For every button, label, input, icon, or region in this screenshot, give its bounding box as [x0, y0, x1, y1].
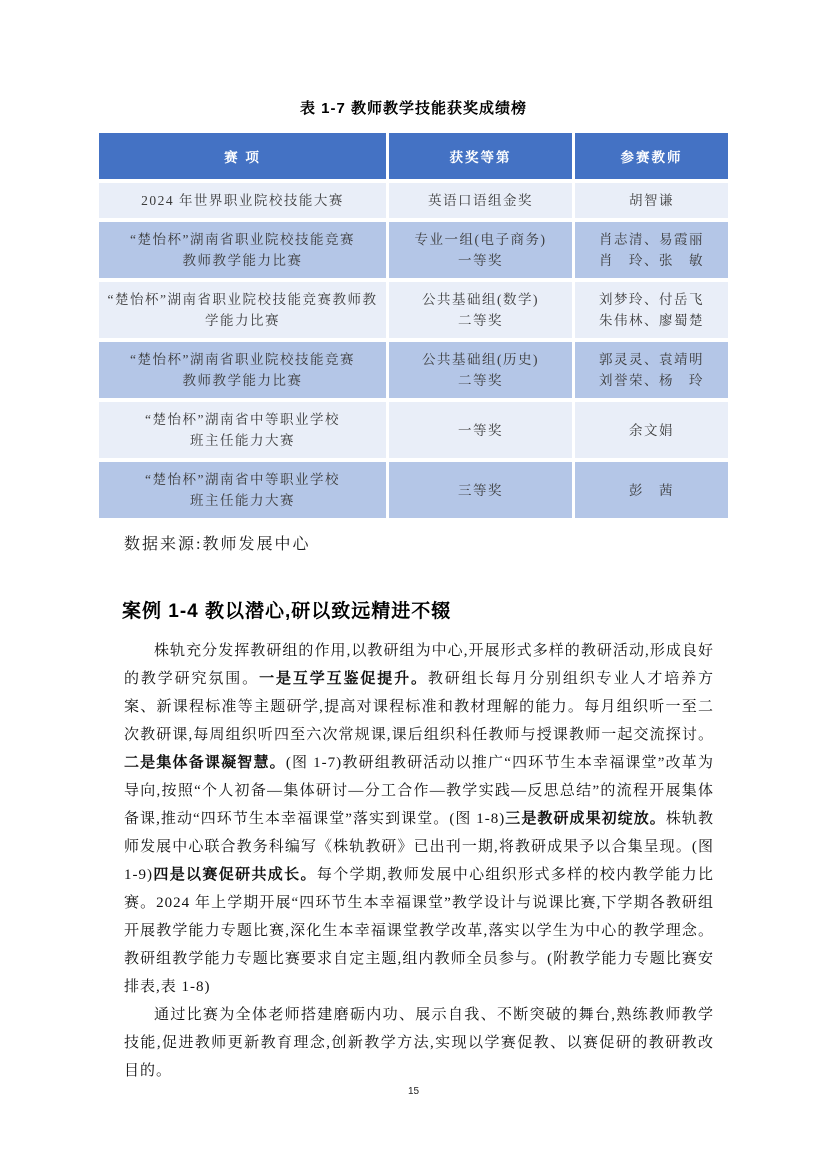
cell-line: 英语口语组金奖 [428, 193, 533, 208]
cell-line: 班主任能力大赛 [190, 493, 295, 508]
cell-line: “楚怡杯”湖南省职业院校技能竞赛 [130, 232, 355, 247]
cell-line: “楚怡杯”湖南省中等职业学校 [145, 472, 340, 487]
cell-line: 教师教学能力比赛 [182, 253, 303, 268]
table-row [99, 402, 728, 458]
cell-line: “楚怡杯”湖南省中等职业学校 [145, 412, 340, 427]
page-number: 15 [407, 1086, 420, 1097]
teachers-cell [575, 402, 728, 458]
table-row [99, 462, 728, 518]
awards-table-head [99, 133, 728, 179]
cell-line: 朱伟林、廖蜀楚 [599, 313, 704, 328]
data-source-note: 数据来源:教师发展中心 [124, 536, 311, 553]
cell-line: 公共基础组(历史) [422, 352, 539, 367]
text-run: 通过比赛为全体老师搭建磨砺内功、展示自我、不断突破的舞台,熟练教师教学技能,促进教师更新教育理念,创新教学方法,实现以学赛促教、以赛促研的教研教改目的。 [124, 1007, 714, 1079]
body-paragraphs [124, 637, 714, 1085]
table-row [99, 342, 728, 398]
award-cell [389, 462, 572, 518]
competition-cell [99, 222, 386, 278]
cell-line: 教师教学能力比赛 [182, 373, 303, 388]
cell-line: 班主任能力大赛 [190, 433, 295, 448]
teachers-cell [575, 222, 728, 278]
competition-cell [99, 462, 386, 518]
bold-text-run: 二是集体备课凝智慧。 [124, 755, 286, 771]
cell-line: 肖 玲、张 敏 [599, 253, 704, 268]
cell-line: 二等奖 [458, 313, 503, 328]
cell-line: 一等奖 [458, 253, 503, 268]
award-cell [389, 183, 572, 218]
cell-line: 学能力比赛 [205, 313, 280, 328]
competition-cell [99, 183, 386, 218]
cell-line: 2024 年世界职业院校技能大赛 [141, 193, 344, 208]
awards-header-row [99, 133, 728, 179]
text-run: 株轨教师发展中心联合教务科编写《株轨教研》已出刊一期,将教研成果予以合集呈现。(图 1-9) [124, 811, 714, 883]
text-run: (图 1-7)教研组教研活动以推广“四环节生本幸福课堂”改革为导向,按照“个人初备—集体研讨—分工合作—教学实践—反思总结”的流程开展集体备课,推动“四环节生本幸福课堂”落实到课堂。(图 1-8) [124, 755, 714, 827]
competition-cell [99, 342, 386, 398]
column-header: 赛 项 [99, 133, 386, 179]
cell-line: 公共基础组(数学) [422, 292, 539, 307]
cell-line: 二等奖 [458, 373, 503, 388]
award-cell [389, 282, 572, 338]
cell-line: 三等奖 [458, 482, 503, 498]
column-header: 参赛教师 [575, 133, 728, 179]
cell-line: 肖志清、易霞丽 [599, 232, 704, 247]
section-heading: 案例 1-4 教以潜心,研以致远精进不辍 [122, 601, 452, 622]
table-row [99, 282, 728, 338]
cell-line: 郭灵灵、袁靖明 [599, 352, 704, 367]
bold-text-run: 四是以赛促研共成长。 [153, 867, 317, 883]
bold-text-run: 三是教研成果初绽放。 [505, 811, 666, 827]
cell-line: “楚怡杯”湖南省职业院校技能竞赛教师教 [107, 292, 378, 307]
text-run: 每个学期,教师发展中心组织形式多样的校内教学能力比赛。2024 年上学期开展“四环节生本幸福课堂”教学设计与说课比赛,下学期各教研组开展教学能力专题比赛,深化生本幸福课堂教学改革,落实以学生为中心的教学理念。教研组教学能力专题比赛要求自定主题,组内教师全员参与。(附教学能力专题比赛安排表,表 1-8) [124, 867, 714, 995]
award-cell [389, 402, 572, 458]
body-paragraph [124, 1001, 714, 1085]
award-cell [389, 342, 572, 398]
cell-line: 彭 茜 [629, 482, 674, 498]
column-header: 获奖等第 [389, 133, 572, 179]
cell-line: 胡智谦 [629, 193, 674, 208]
teachers-cell [575, 282, 728, 338]
teachers-cell [575, 462, 728, 518]
text-run: 教研组长每月分别组织专业人才培养方案、新课程标准等主题研学,提高对课程标准和教材理解的能力。每月组织听一至二次教研课,每周组织听四至六次常规课,课后组织科任教师与授课教师一起交流探讨。 [124, 671, 714, 743]
cell-line: 专业一组(电子商务) [414, 232, 547, 247]
bold-text-run: 一是互学互鉴促提升。 [259, 671, 428, 687]
teachers-cell [575, 342, 728, 398]
cell-line: 刘梦玲、付岳飞 [599, 292, 704, 307]
award-cell [389, 222, 572, 278]
table-title: 表 1-7 教师教学技能获奖成绩榜 [299, 100, 528, 117]
cell-line: 一等奖 [458, 422, 503, 438]
competition-cell [99, 402, 386, 458]
cell-line: “楚怡杯”湖南省职业院校技能竞赛 [130, 352, 355, 367]
awards-table-body [99, 183, 728, 518]
cell-line: 刘誉荣、杨 玲 [599, 373, 704, 388]
table-row [99, 183, 728, 218]
teachers-cell [575, 183, 728, 218]
text-run: 株轨充分发挥教研组的作用,以教研组为中心,开展形式多样的教研活动,形成良好的教学研究氛围。 [124, 643, 714, 687]
competition-cell [99, 282, 386, 338]
awards-table [96, 129, 731, 522]
body-paragraph [124, 637, 714, 1001]
table-row [99, 222, 728, 278]
cell-line: 余文娟 [629, 422, 674, 438]
